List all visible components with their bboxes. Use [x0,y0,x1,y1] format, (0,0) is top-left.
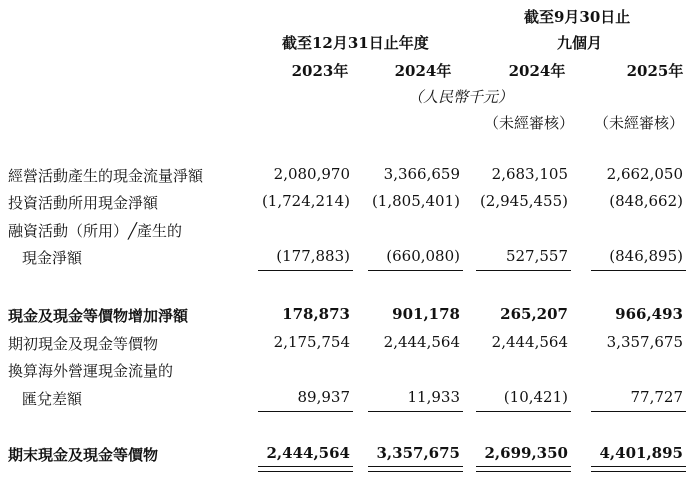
row-fx-label-2: 匯兌差額 [22,390,83,408]
total-double-underline-4 [591,466,686,472]
year-ended-header: 截至12月31日止年度 [282,34,429,52]
row-operating-label: 經營活動產生的現金流量淨額 [8,167,204,185]
fx-underline-3 [476,411,571,412]
row-opening-2025-9m: 3,357,675 [606,333,683,351]
row-net-increase-2024-9m: 265,207 [500,305,568,323]
total-double-underline-1 [258,466,353,472]
row-net-increase-label: 現金及現金等價物增加淨額 [8,307,189,325]
row-opening-label: 期初現金及現金等價物 [8,335,159,353]
year-2025-nine-month: 2025年 [626,62,684,80]
currency-label: （人民幣千元） [408,88,514,106]
row-opening-2024: 2,444,564 [383,333,460,351]
row-financing-2025-9m: (846,895) [609,247,683,265]
row-operating-2024: 3,366,659 [383,165,460,183]
row-fx-label: 換算海外營運現金流量的 [8,362,174,380]
nine-month-header: 截至9月30日止 [524,8,631,26]
total-double-underline-3 [476,466,571,472]
row-closing-2024-9m: 2,699,350 [484,444,568,462]
row-closing-label: 期末現金及現金等價物 [8,446,159,464]
row-net-increase-2024: 901,178 [392,305,460,323]
row-opening-2023: 2,175,754 [273,333,350,351]
subtotal-underline-1 [258,270,353,271]
row-financing-2023: (177,883) [276,247,350,265]
row-opening-2024-9m: 2,444,564 [491,333,568,351]
row-investing-2024: (1,805,401) [371,192,460,210]
year-2023: 2023年 [291,62,349,80]
row-fx-2023: 89,937 [297,388,350,406]
row-investing-label: 投資活動所用現金淨額 [8,194,159,212]
row-financing-label: 融資活動（所用）╱產生的 [8,222,183,240]
year-2024: 2024年 [394,62,452,80]
row-investing-2023: (1,724,214) [261,192,350,210]
total-double-underline-2 [368,466,463,472]
row-closing-2023: 2,444,564 [266,444,350,462]
row-fx-2025-9m: 77,727 [630,388,683,406]
row-closing-2024: 3,357,675 [376,444,460,462]
row-investing-2025-9m: (848,662) [609,192,683,210]
row-financing-2024: (660,080) [386,247,460,265]
row-operating-2025-9m: 2,662,050 [606,165,683,183]
year-2024-nine-month: 2024年 [508,62,566,80]
fx-underline-4 [591,411,686,412]
subtotal-underline-4 [591,270,686,271]
row-closing-2025-9m: 4,401,895 [599,444,683,462]
fx-underline-1 [258,411,353,412]
row-financing-label-2: 現金淨額 [22,249,83,267]
row-fx-2024: 11,933 [407,388,460,406]
subtotal-underline-3 [476,270,571,271]
row-financing-2024-9m: 527,557 [505,247,568,265]
row-net-increase-2023: 178,873 [282,305,350,323]
row-investing-2024-9m: (2,945,455) [479,192,568,210]
subtotal-underline-2 [368,270,463,271]
unaudited-label-2: （未經審核） [594,114,685,132]
row-operating-2023: 2,080,970 [273,165,350,183]
row-operating-2024-9m: 2,683,105 [491,165,568,183]
row-net-increase-2025-9m: 966,493 [615,305,683,323]
unaudited-label-1: （未經審核） [484,114,575,132]
row-fx-2024-9m: (10,421) [503,388,568,406]
fx-underline-2 [368,411,463,412]
nine-months-header: 九個月 [557,34,603,52]
